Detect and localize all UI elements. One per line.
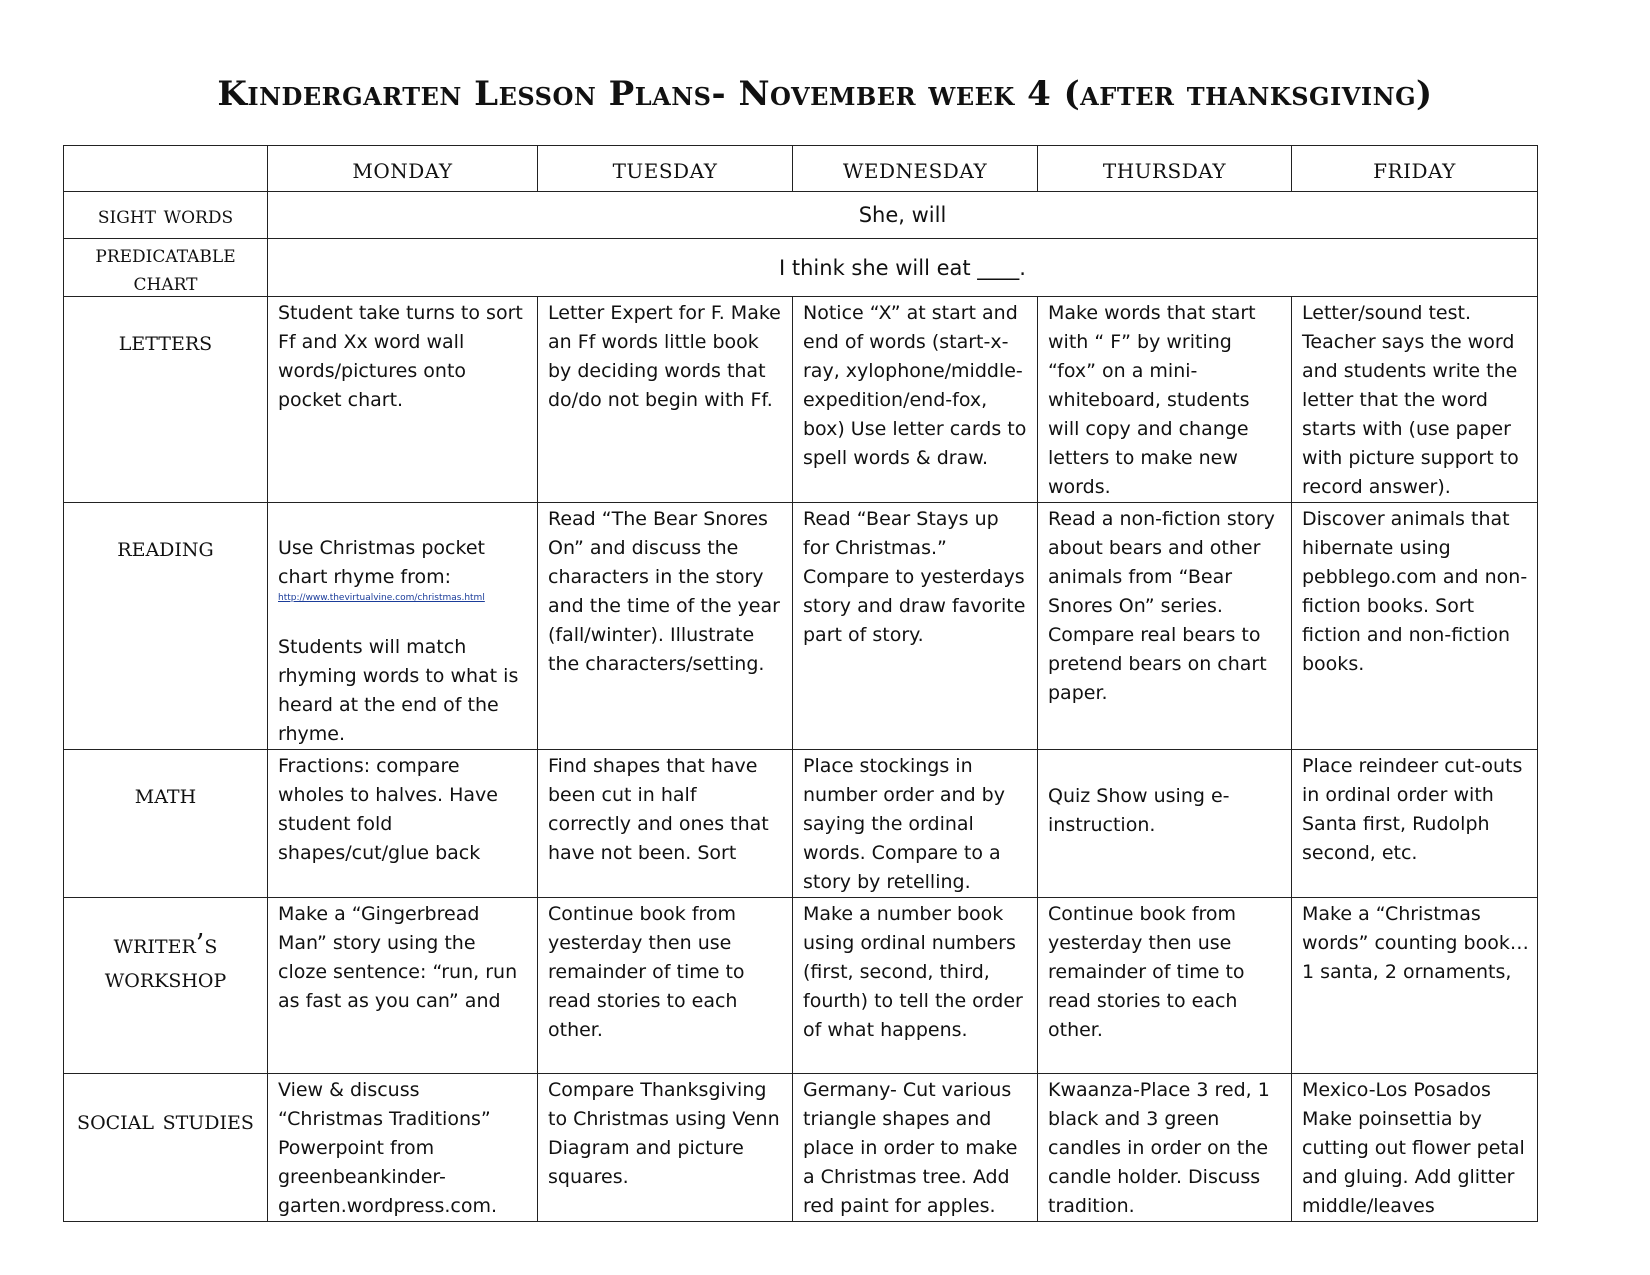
row-label-predictable-chart: predicatable chart (64, 239, 268, 297)
reading-monday (268, 503, 538, 750)
day-header-thursday: thursday (1038, 146, 1292, 192)
letters-row (64, 297, 1538, 503)
reading-tuesday: Read “The Bear Snores On” and discuss the characters in the story and the time of the year (fall/winter). Illustrate the characters/setting. (538, 503, 793, 750)
writers-thursday: Continue book from yesterday then use remainder of time to read stories to each other. (1038, 898, 1292, 1074)
reading-monday-activity: Students will match rhyming words to what is heard at the end of the rhyme. (278, 636, 519, 745)
day-header-friday: friday (1292, 146, 1538, 192)
writers-wednesday: Make a number book using ordinal numbers (first, second, third, fourth) to tell the order of what happens. (793, 898, 1038, 1074)
letters-monday: Student take turns to sort Ff and Xx word wall words/pictures onto pocket chart. (268, 297, 538, 503)
day-header-monday: monday (268, 146, 538, 192)
row-label-social-studies: social studies (64, 1074, 268, 1222)
reading-friday: Discover animals that hibernate using pebblego.com and non-fiction books. Sort fiction and non-fiction books. (1292, 503, 1538, 750)
letters-friday: Letter/sound test. Teacher says the word and students write the letter that the word starts with (use paper with picture support to record answer). (1292, 297, 1538, 503)
header-row (64, 146, 1538, 192)
day-header-tuesday: tuesday (538, 146, 793, 192)
day-header-wednesday: wednesday (793, 146, 1038, 192)
letters-thursday: Make words that start with “ F” by writing “fox” on a mini-whiteboard, students will copy and change letters to make new words. (1038, 297, 1292, 503)
reading-wednesday: Read “Bear Stays up for Christmas.” Compare to yesterdays story and draw favorite part of story. (793, 503, 1038, 750)
math-thursday: Quiz Show using e-instruction. (1038, 750, 1292, 898)
social-thursday: Kwaanza-Place 3 red, 1 black and 3 green candles in order on the candle holder. Discuss tradition. (1038, 1074, 1292, 1222)
predictable-chart-row (64, 239, 1538, 297)
social-studies-row (64, 1074, 1538, 1222)
math-friday: Place reindeer cut-outs in ordinal order with Santa first, Rudolph second, etc. (1292, 750, 1538, 898)
math-row (64, 750, 1538, 898)
lesson-plan-table (63, 145, 1538, 1222)
social-tuesday: Compare Thanksgiving to Christmas using Venn Diagram and picture squares. (538, 1074, 793, 1222)
row-label-reading: reading (64, 503, 268, 750)
math-tuesday: Find shapes that have been cut in half correctly and ones that have not been. Sort (538, 750, 793, 898)
social-wednesday: Germany- Cut various triangle shapes and place in order to make a Christmas tree. Add red paint for apples. (793, 1074, 1038, 1222)
row-label-sight-words: sight words (64, 192, 268, 239)
row-label-writers-workshop: writer’s workshop (64, 898, 268, 1074)
row-label-letters: letters (64, 297, 268, 503)
math-monday: Fractions: compare wholes to halves. Have student fold shapes/cut/glue back (268, 750, 538, 898)
reading-monday-intro: Use Christmas pocket chart rhyme from: (278, 537, 485, 588)
corner-cell (64, 146, 268, 192)
letters-tuesday: Letter Expert for F. Make an Ff words little book by deciding words that do/do not begin with Ff. (538, 297, 793, 503)
letters-wednesday: Notice “X” at start and end of words (start-x-ray, xylophone/middle-expedition/end-fox, box) Use letter cards to spell words & draw. (793, 297, 1038, 503)
writers-tuesday: Continue book from yesterday then use remainder of time to read stories to each other. (538, 898, 793, 1074)
reading-thursday: Read a non-fiction story about bears and other animals from “Bear Snores On” series. Compare real bears to pretend bears on chart paper. (1038, 503, 1292, 750)
sight-words-row (64, 192, 1538, 239)
rhyme-link[interactable]: http://www.thevirtualvine.com/christmas.html (278, 593, 485, 603)
social-friday: Mexico-Los Posados Make poinsettia by cutting out flower petal and gluing. Add glitter middle/leaves (1292, 1074, 1538, 1222)
row-label-math: math (64, 750, 268, 898)
social-monday: View & discuss “Christmas Traditions” Powerpoint from greenbeankinder-garten.wordpress.com. (268, 1074, 538, 1222)
sight-words-value: She, will (268, 192, 1538, 239)
page-title: Kindergarten Lesson Plans- November week 4 (after thanksgiving) (217, 74, 1433, 114)
writers-friday: Make a “Christmas words” counting book…1 santa, 2 ornaments, (1292, 898, 1538, 1074)
math-wednesday: Place stockings in number order and by saying the ordinal words. Compare to a story by retelling. (793, 750, 1038, 898)
predictable-chart-value: I think she will eat ____. (268, 239, 1538, 297)
reading-row (64, 503, 1538, 750)
writers-workshop-row (64, 898, 1538, 1074)
writers-monday: Make a “Gingerbread Man” story using the cloze sentence: “run, run as fast as you can” and (268, 898, 538, 1074)
